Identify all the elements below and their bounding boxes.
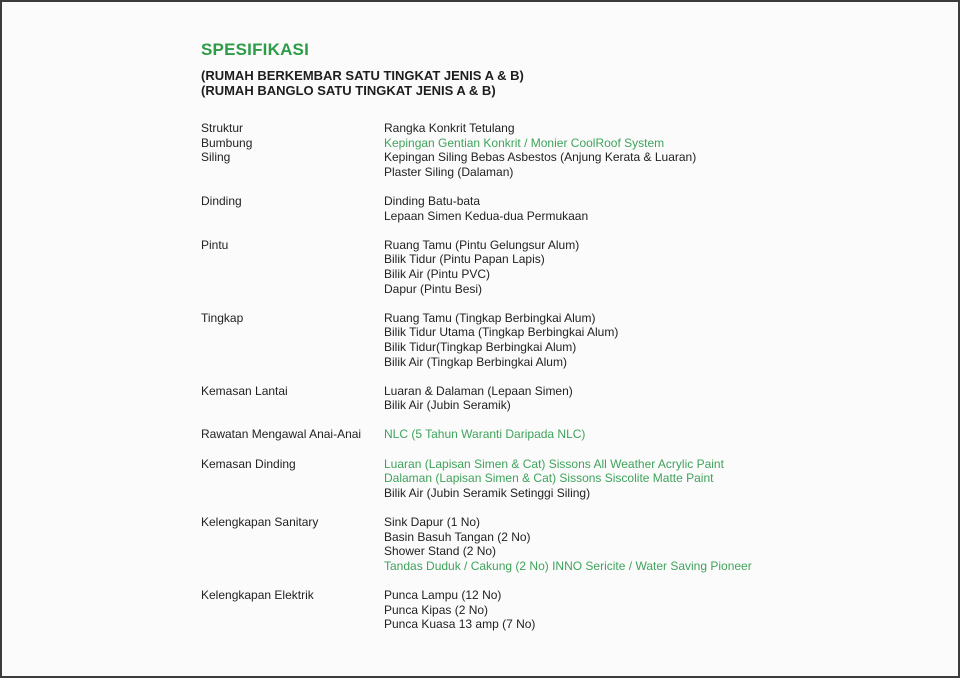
spec-value: Punca Lampu (12 No) (384, 588, 502, 602)
spec-value-col (384, 238, 901, 296)
spec-label-col (201, 427, 384, 442)
spec-value: Lepaan Simen Kedua-dua Permukaan (384, 208, 589, 223)
spec-label-col (201, 515, 384, 530)
spec-value-col (384, 588, 901, 632)
spec-value: Punca Kipas (2 No) (384, 602, 489, 617)
spec-label: Kelengkapan Sanitary (201, 515, 319, 530)
spec-value: Luaran (Lapisan Simen & Cat) Sissons All Weather Acrylic Paint (384, 456, 724, 471)
spec-label: Siling (201, 150, 231, 165)
spec-value: NLC (5 Tahun Waranti Daripada NLC) (384, 427, 586, 442)
spec-value: Plaster Siling (Dalaman) (384, 164, 514, 179)
spec-value: Bilik Air (Pintu PVC) (384, 266, 491, 281)
spec-value: Dapur (Pintu Besi) (384, 281, 483, 296)
spec-row (201, 457, 901, 501)
spec-label: Tingkap (201, 310, 244, 325)
spec-value: Ruang Tamu (Pintu Gelungsur Alum) (384, 237, 580, 252)
spec-value: Bilik Tidur(Tingkap Berbingkai Alum) (384, 339, 577, 354)
spec-value-col (384, 427, 901, 442)
spec-label: Kelengkapan Elektrik (201, 588, 314, 602)
spec-value-col (384, 515, 901, 573)
spec-label: Struktur (201, 121, 244, 135)
spec-row (201, 121, 901, 179)
spec-value: Bilik Air (Jubin Seramik) (384, 398, 511, 413)
spec-label: Dinding (201, 193, 242, 208)
spec-label: Bumbung (201, 135, 253, 150)
spec-value: Bilik Tidur (Pintu Papan Lapis) (384, 252, 545, 267)
page-title: SPESIFIKASI (201, 40, 310, 59)
spec-value: Dalaman (Lapisan Simen & Cat) Sissons Siscolite Matte Paint (384, 471, 714, 486)
spec-label-col (201, 238, 384, 253)
spec-label-col (201, 121, 384, 165)
spec-value: Ruang Tamu (Tingkap Berbingkai Alum) (384, 310, 596, 325)
subtitle-line-2: (RUMAH BANGLO SATU TINGKAT JENIS A & B) (201, 83, 496, 98)
spec-label-col (201, 457, 384, 472)
spec-value: Shower Stand (2 No) (384, 544, 497, 559)
spec-row (201, 515, 901, 573)
spec-value: Tandas Duduk / Cakung (2 No) INNO Sericite / Water Saving Pioneer (384, 558, 752, 573)
subtitle-block (201, 68, 901, 98)
spec-value: Bilik Air (Tingkap Berbingkai Alum) (384, 354, 567, 369)
spec-value: Basin Basuh Tangan (2 No) (384, 529, 531, 544)
spec-label: Kemasan Dinding (201, 456, 296, 471)
spec-value: Sink Dapur (1 No) (384, 515, 481, 530)
spec-value-col (384, 457, 901, 501)
spec-row (201, 384, 901, 413)
spec-label-col (201, 588, 384, 603)
spec-row (201, 311, 901, 369)
spec-value: Rangka Konkrit Tetulang (384, 121, 515, 135)
spec-value-col (384, 384, 901, 413)
spec-value: Kepingan Gentian Konkrit / Monier CoolRoof System (384, 135, 665, 150)
spec-label-col (201, 384, 384, 399)
spec-value: Dinding Batu-bata (384, 193, 481, 208)
spec-value: Punca Kuasa 13 amp (7 No) (384, 617, 536, 632)
spec-label: Rawatan Mengawal Anai-Anai (201, 427, 362, 442)
spec-value: Bilik Air (Jubin Seramik Setinggi Siling) (384, 485, 591, 500)
spec-row (201, 238, 901, 296)
spec-label-col (201, 311, 384, 326)
spec-label: Pintu (201, 237, 229, 252)
spec-value: Bilik Tidur Utama (Tingkap Berbingkai Alum) (384, 325, 619, 340)
spec-row (201, 194, 901, 223)
spec-value-col (384, 121, 901, 179)
spec-value: Kepingan Siling Bebas Asbestos (Anjung Kerata & Luaran) (384, 150, 697, 165)
spec-sheet-content (201, 40, 901, 632)
spec-value-col (384, 311, 901, 369)
spec-label-col (201, 194, 384, 209)
spec-label: Kemasan Lantai (201, 383, 288, 398)
spec-value: Luaran & Dalaman (Lepaan Simen) (384, 383, 573, 398)
spec-row (201, 588, 901, 632)
subtitle-line-1: (RUMAH BERKEMBAR SATU TINGKAT JENIS A & B) (201, 68, 524, 83)
spec-table (201, 121, 901, 632)
spec-row (201, 427, 901, 442)
spec-value-col (384, 194, 901, 223)
